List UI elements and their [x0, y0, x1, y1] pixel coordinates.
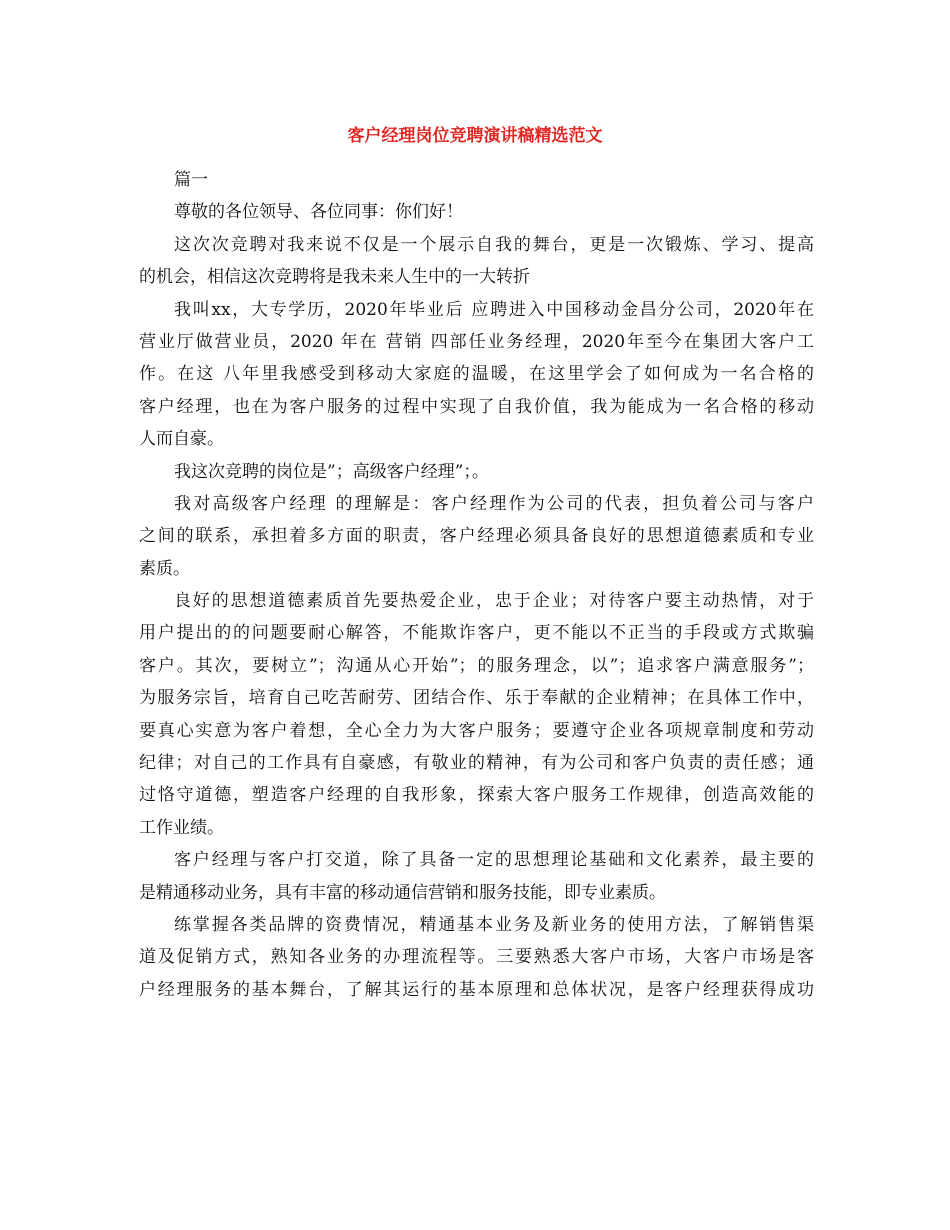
text-line: 纪律；对自己的工作具有自豪感，有敬业的精神，有为公司和客户负责的责任感；通	[139, 753, 814, 774]
text-line: 道及促销方式，熟知各业务的办理流程等。三要熟悉大客户市场，大客户市场是客	[139, 947, 814, 968]
text-line: 客户。其次，要树立”；沟通从心开始”；的服务理念，以”；追求客户满意服务”；	[139, 655, 814, 676]
greeting-line: 尊敬的各位领导、各位同事：你们好！	[174, 202, 463, 223]
text-line: 我这次竞聘的岗位是”；高级客户经理”；。	[174, 461, 489, 482]
text-line: 的机会，相信这次竞聘将是我未来人生中的一大转折	[139, 267, 530, 288]
text-line: 我对高级客户经理 的理解是：客户经理作为公司的代表，担负着公司与客户	[174, 493, 814, 514]
text-line: 练掌握各类品牌的资费情况，精通基本业务及新业务的使用方法，了解销售渠	[174, 914, 814, 935]
text-line: 客户经理与客户打交道，除了具备一定的思想理论基础和文化素养，最主要的	[174, 850, 814, 871]
text-line: 要真心实意为客户着想，全心全力为大客户服务；要遵守企业各项规章制度和劳动	[139, 720, 814, 741]
text-line: 户经理服务的基本舞台，了解其运行的基本原理和总体状况，是客户经理获得成功	[139, 979, 814, 1000]
text-line: 之间的联系，承担着多方面的职责，客户经理必须具备良好的思想道德素质和专业	[139, 526, 814, 547]
text-line: 工作业绩。	[139, 817, 224, 838]
text-line: 人而自豪。	[139, 429, 224, 450]
document-title: 客户经理岗位竞聘演讲稿精选范文	[347, 126, 603, 146]
document-body	[139, 164, 814, 1006]
section-heading: 篇一	[174, 170, 208, 190]
text-line: 作。在这 八年里我感受到移动大家庭的温暖，在这里学会了如何成为一名合格的	[139, 364, 814, 385]
text-line: 为服务宗旨，培育自己吃苦耐劳、团结合作、乐于奉献的企业精神；在具体工作中，	[139, 688, 814, 709]
text-line: 客户经理，也在为客户服务的过程中实现了自我价值，我为能成为一名合格的移动	[139, 396, 814, 417]
text-line: 素质。	[139, 558, 190, 579]
text-line: 用户提出的的问题要耐心解答，不能欺诈客户，更不能以不正当的手段或方式欺骗	[139, 623, 814, 644]
text-line: 过恪守道德，塑造客户经理的自我形象，探索大客户服务工作规律，创造高效能的	[139, 785, 814, 806]
text-line: 营业厅做营业员，2020 年在 营销 四部任业务经理，2020年至今在集团大客户工	[139, 331, 814, 352]
text-line: 是精通移动业务，具有丰富的移动通信营销和服务技能，即专业素质。	[139, 882, 666, 903]
text-line: 我叫xx，大专学历，2020年毕业后 应聘进入中国移动金昌分公司，2020年在	[174, 299, 814, 320]
text-line: 良好的思想道德素质首先要热爱企业，忠于企业；对待客户要主动热情，对于	[174, 591, 814, 612]
text-line: 这次次竞聘对我来说不仅是一个展示自我的舞台，更是一次锻炼、学习、提高	[174, 234, 814, 255]
